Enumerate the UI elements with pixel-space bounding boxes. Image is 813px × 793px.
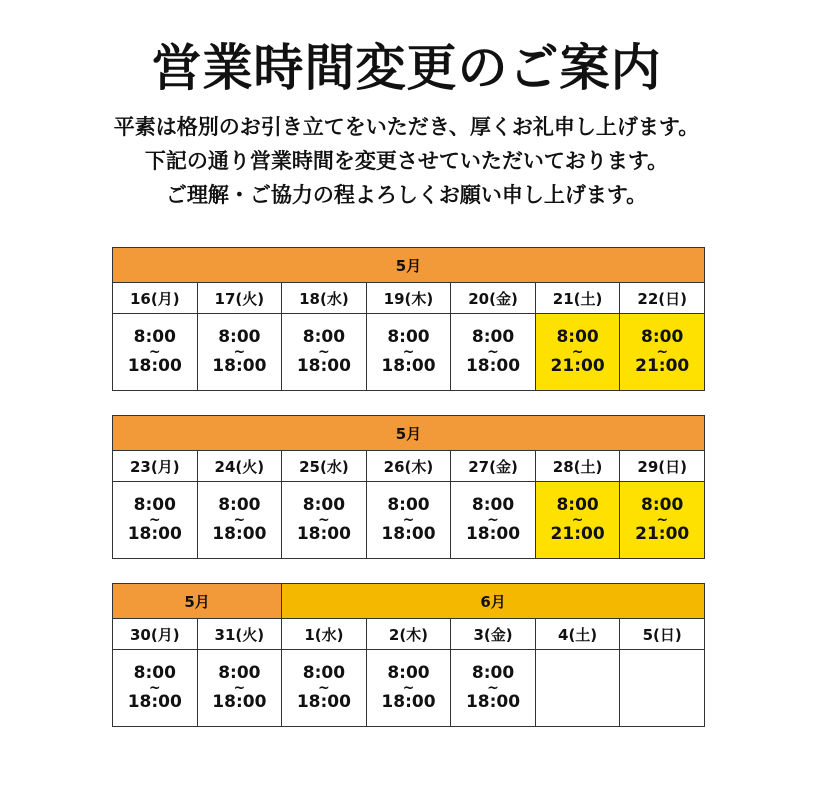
hours-cell (282, 482, 367, 559)
open-time: 8:00 (471, 495, 515, 515)
open-time: 8:00 (218, 663, 261, 683)
tilde-mark: ~ (233, 680, 246, 696)
page-title: 営業時間変更のご案内 (151, 39, 662, 97)
day-cell: 25(水) (282, 451, 367, 482)
hours-cell (197, 482, 282, 559)
close-time: 21:00 (635, 524, 690, 544)
week-table-1 (112, 247, 705, 391)
day-cell: 18(水) (282, 283, 367, 314)
hours-cell (451, 482, 536, 559)
intro-line: ご理解・ご協力の程よろしくお願い申し上げます。 (165, 183, 648, 207)
close-time: 18:00 (212, 524, 267, 544)
hours-cell (535, 650, 620, 727)
open-time: 8:00 (387, 327, 430, 347)
tilde-mark: ~ (318, 344, 330, 360)
close-time: 18:00 (381, 524, 436, 544)
day-cell: 16(月) (113, 283, 198, 314)
month-row (113, 248, 705, 283)
open-time: 8:00 (218, 495, 261, 515)
day-cell: 23(月) (113, 451, 198, 482)
tilde-mark: ~ (656, 512, 669, 528)
open-time: 8:00 (471, 663, 515, 683)
day-row (113, 619, 705, 650)
month-row (113, 416, 705, 451)
day-cell: 31(火) (197, 619, 282, 650)
day-cell: 4(土) (535, 619, 620, 650)
hours-cell (620, 650, 705, 727)
hours-cell (366, 482, 451, 559)
open-time: 8:00 (133, 327, 176, 347)
open-time: 8:00 (218, 327, 261, 347)
tilde-mark: ~ (487, 344, 499, 360)
week-table-2 (112, 415, 705, 559)
day-cell: 24(火) (197, 451, 282, 482)
hours-cell (535, 482, 620, 559)
tilde-mark: ~ (318, 512, 330, 528)
hours-cell (197, 650, 282, 727)
tilde-mark: ~ (233, 512, 246, 528)
hours-cell (535, 314, 620, 391)
open-time: 8:00 (133, 663, 176, 683)
day-cell: 5(日) (620, 619, 705, 650)
tilde-mark: ~ (402, 512, 415, 528)
close-time: 18:00 (212, 356, 267, 376)
close-time: 21:00 (550, 356, 605, 376)
hours-cell (620, 314, 705, 391)
close-time: 18:00 (127, 692, 182, 712)
tilde-mark: ~ (487, 680, 499, 696)
hours-cell (197, 314, 282, 391)
tilde-mark: ~ (318, 680, 330, 696)
hours-row (113, 650, 705, 727)
month-header: 5月 (113, 248, 705, 283)
day-cell: 27(金) (451, 451, 536, 482)
close-time: 18:00 (381, 356, 436, 376)
day-row (113, 283, 705, 314)
hours-row (113, 482, 705, 559)
hours-cell (113, 482, 198, 559)
day-cell: 28(土) (535, 451, 620, 482)
close-time: 18:00 (212, 692, 267, 712)
open-time: 8:00 (556, 495, 599, 515)
tilde-mark: ~ (148, 344, 161, 360)
hours-cell (282, 314, 367, 391)
day-cell: 17(火) (197, 283, 282, 314)
month-header: 5月 (113, 416, 705, 451)
open-time: 8:00 (302, 663, 346, 683)
open-time: 8:00 (387, 495, 430, 515)
day-cell: 29(日) (620, 451, 705, 482)
day-cell: 30(月) (113, 619, 198, 650)
close-time: 18:00 (127, 524, 182, 544)
day-cell: 1(水) (282, 619, 367, 650)
day-row (113, 451, 705, 482)
open-time: 8:00 (387, 663, 430, 683)
hours-cell (366, 650, 451, 727)
tilde-mark: ~ (402, 344, 415, 360)
day-cell: 2(木) (366, 619, 451, 650)
close-time: 18:00 (381, 692, 436, 712)
hours-cell (113, 650, 198, 727)
day-cell: 3(金) (451, 619, 536, 650)
hours-row (113, 314, 705, 391)
intro-line: 下記の通り営業時間を変更させていただいております。 (144, 149, 669, 173)
day-cell: 22(日) (620, 283, 705, 314)
tilde-mark: ~ (656, 344, 669, 360)
open-time: 8:00 (641, 495, 684, 515)
day-cell: 26(木) (366, 451, 451, 482)
tilde-mark: ~ (402, 680, 415, 696)
hours-cell (366, 314, 451, 391)
close-time: 18:00 (465, 524, 521, 544)
open-time: 8:00 (641, 327, 684, 347)
open-time: 8:00 (302, 327, 346, 347)
close-time: 21:00 (635, 356, 690, 376)
intro-line: 平素は格別のお引き立てをいただき、厚くお礼申し上げます。 (113, 115, 700, 139)
hours-cell (282, 650, 367, 727)
day-cell: 19(木) (366, 283, 451, 314)
open-time: 8:00 (302, 495, 346, 515)
tilde-mark: ~ (148, 512, 161, 528)
close-time: 18:00 (296, 692, 351, 712)
month-header: 6月 (282, 584, 705, 619)
day-cell: 21(土) (535, 283, 620, 314)
month-header: 5月 (113, 584, 282, 619)
week-table-3 (112, 583, 705, 727)
hours-cell (620, 482, 705, 559)
tilde-mark: ~ (233, 344, 246, 360)
close-time: 18:00 (296, 356, 351, 376)
tilde-mark: ~ (571, 512, 584, 528)
hours-cell (113, 314, 198, 391)
tilde-mark: ~ (487, 512, 499, 528)
month-row (113, 584, 705, 619)
tilde-mark: ~ (148, 680, 161, 696)
close-time: 18:00 (465, 356, 521, 376)
close-time: 18:00 (296, 524, 351, 544)
close-time: 18:00 (465, 692, 521, 712)
hours-cell (451, 314, 536, 391)
open-time: 8:00 (133, 495, 176, 515)
hours-cell (451, 650, 536, 727)
intro-text (0, 110, 813, 212)
close-time: 18:00 (127, 356, 182, 376)
tilde-mark: ~ (571, 344, 584, 360)
close-time: 21:00 (550, 524, 605, 544)
open-time: 8:00 (556, 327, 599, 347)
open-time: 8:00 (471, 327, 515, 347)
day-cell: 20(金) (451, 283, 536, 314)
